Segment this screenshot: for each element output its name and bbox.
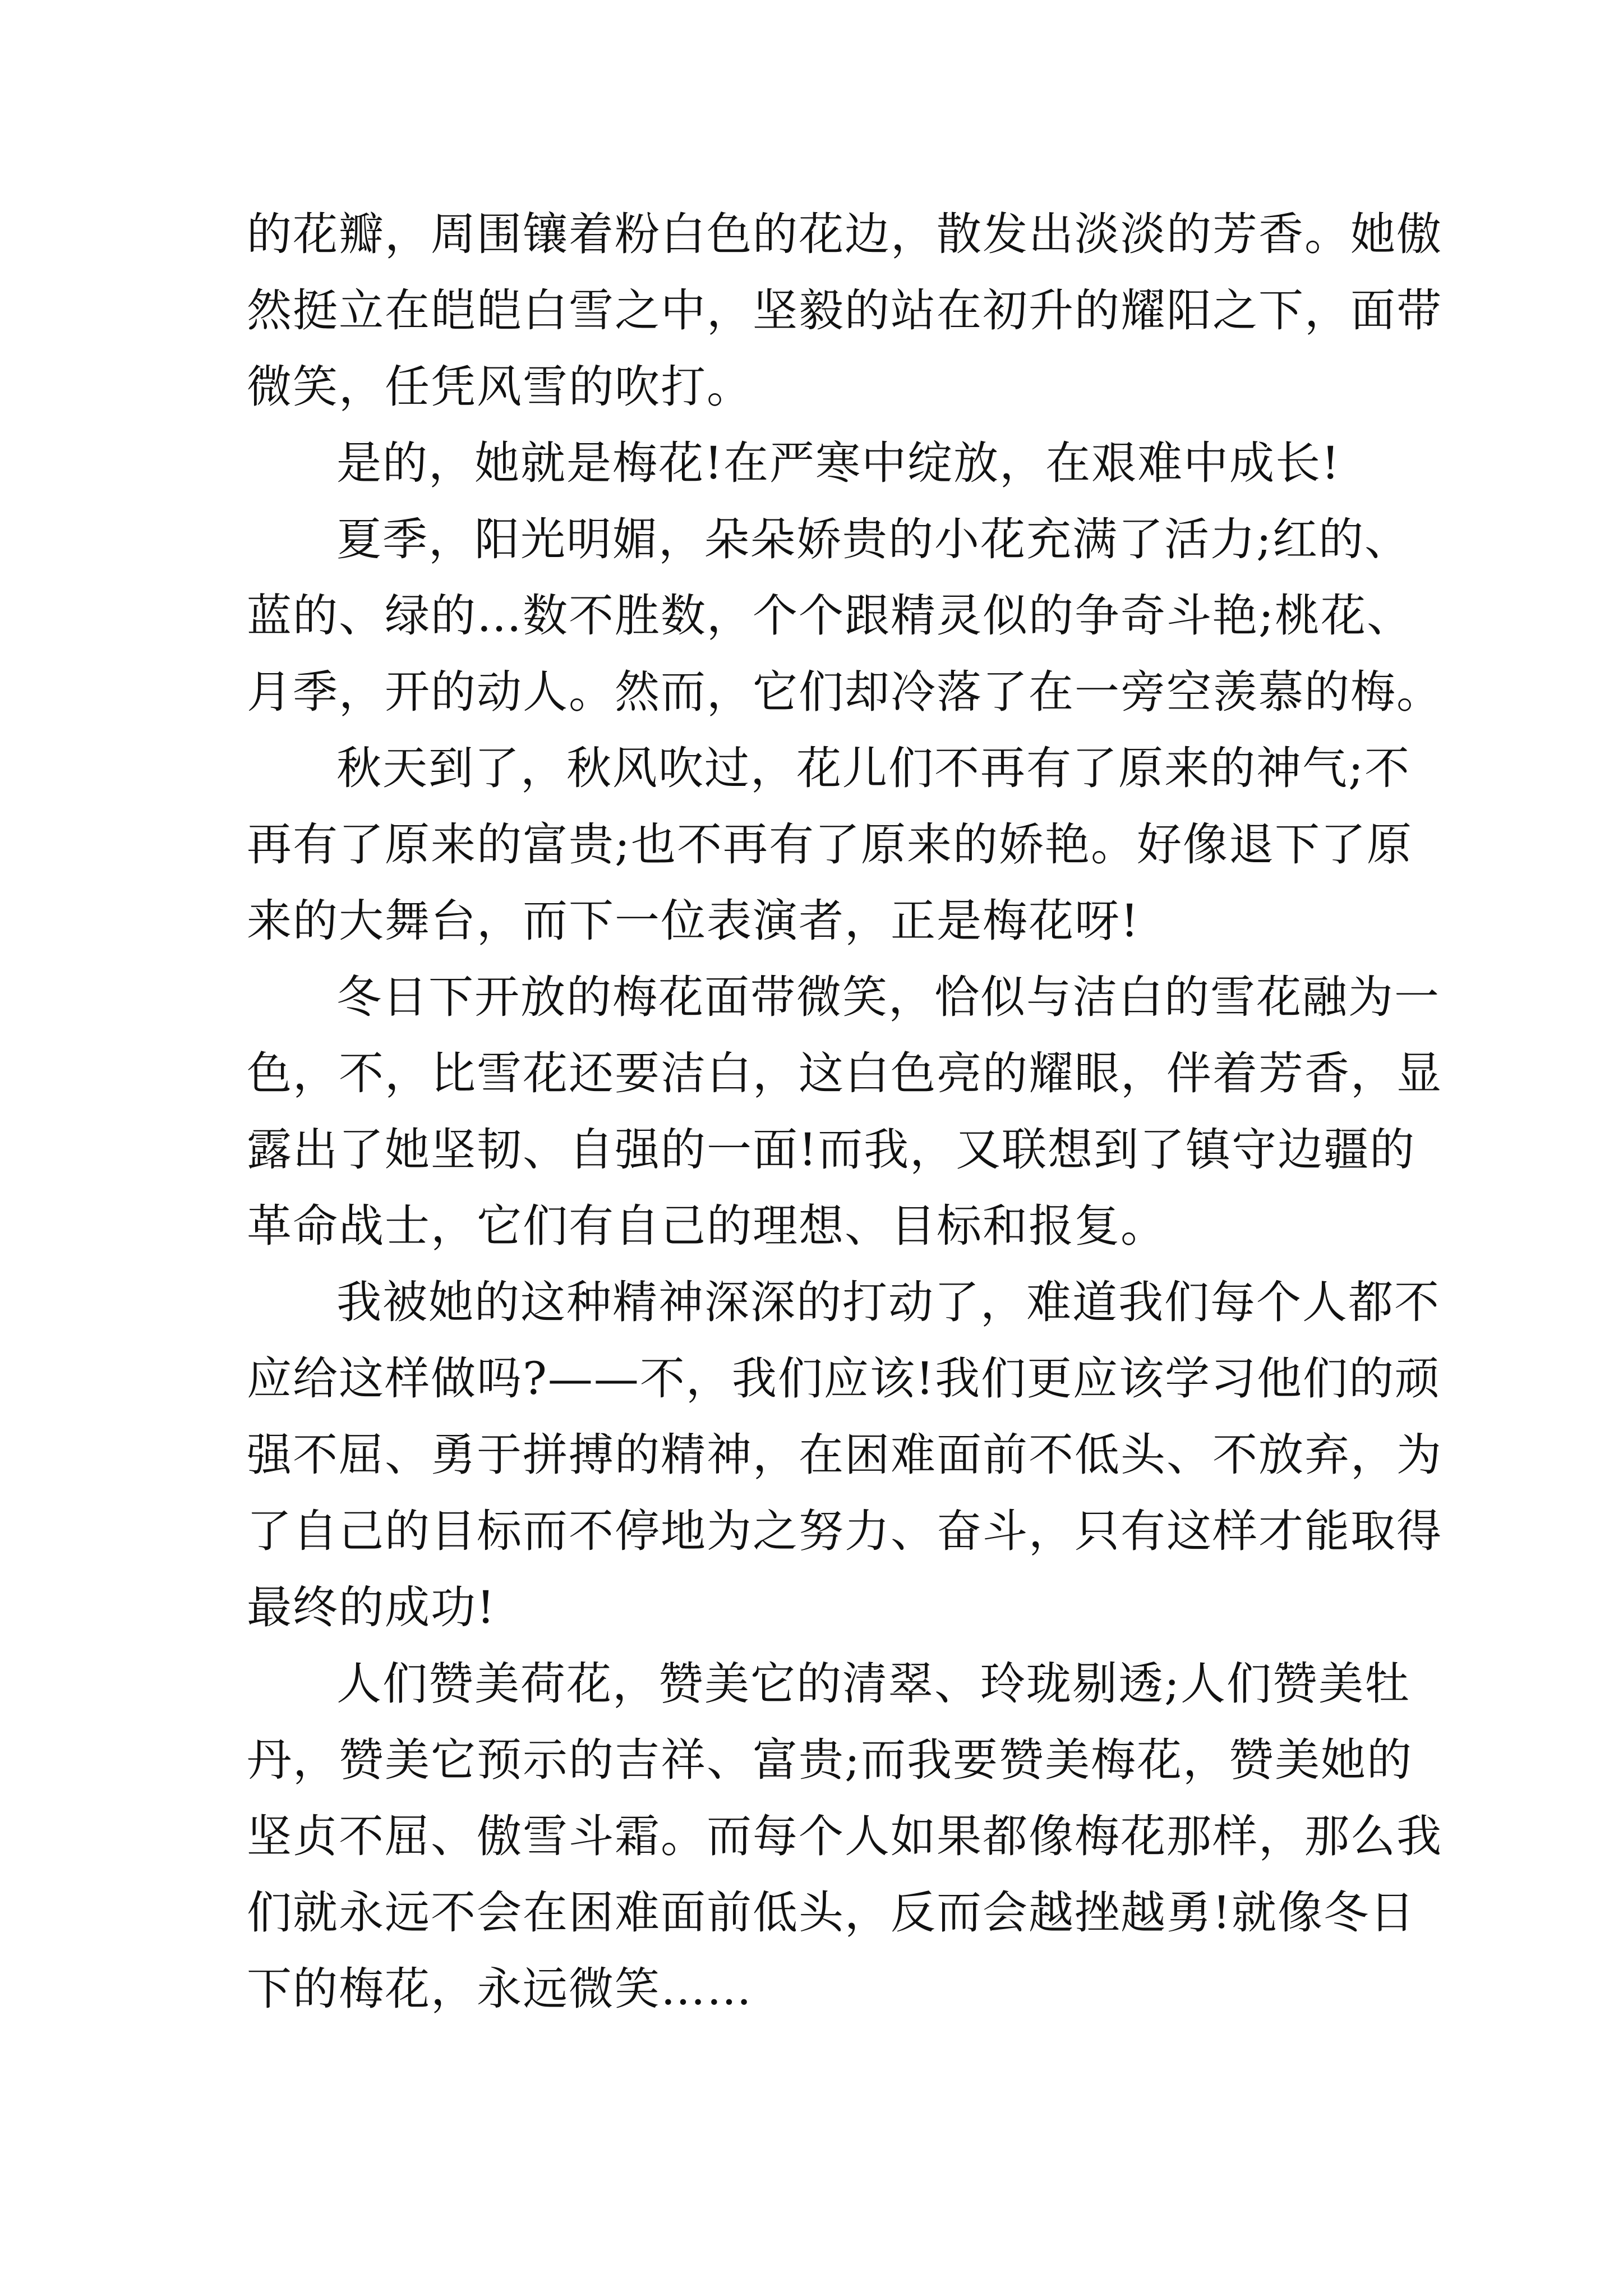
text-line: 月季，开的动人。然而，它们却冷落了在一旁空羡慕的梅。 xyxy=(247,666,1442,718)
text-line: 人们赞美荷花，赞美它的清翠、玲珑剔透;人们赞美牡 xyxy=(336,1658,1410,1710)
text-line: 丹，赞美它预示的吉祥、富贵;而我要赞美梅花，赞美她的 xyxy=(247,1734,1413,1786)
text-line: 是的，她就是梅花!在严寒中绽放，在艰难中成长! xyxy=(336,437,1341,489)
text-line: 蓝的、绿的…数不胜数，个个跟精灵似的争奇斗艳;桃花、 xyxy=(247,590,1413,642)
text-line: 夏季，阳光明媚，朵朵娇贵的小花充满了活力;红的、 xyxy=(336,513,1410,565)
text-line: 冬日下开放的梅花面带微笑，恰似与洁白的雪花融为一 xyxy=(336,971,1440,1023)
text-line: 微笑，任凭风雪的吹打。 xyxy=(247,361,753,413)
text-line: 再有了原来的富贵;也不再有了原来的娇艳。好像退下了原 xyxy=(247,818,1413,871)
text-line: 了自己的目标而不停地为之努力、奋斗，只有这样才能取得 xyxy=(247,1505,1442,1557)
text-line: 然挺立在皑皑白雪之中，坚毅的站在初升的耀阳之下，面带 xyxy=(247,284,1442,337)
text-line: 应给这样做吗?——不，我们应该!我们更应该学习他们的顽 xyxy=(247,1352,1441,1405)
text-line: 最终的成功! xyxy=(247,1581,496,1634)
body-text xyxy=(247,196,1442,2027)
text-line: 强不屈、勇于拼搏的精神，在困难面前不低头、不放弃，为 xyxy=(247,1429,1442,1481)
text-line: 我被她的这种精神深深的打动了，难道我们每个人都不 xyxy=(336,1276,1440,1328)
text-line: 秋天到了，秋风吹过，花儿们不再有了原来的神气;不 xyxy=(336,742,1410,794)
text-line: 革命战士，它们有自己的理想、目标和报复。 xyxy=(247,1200,1166,1252)
text-line: 来的大舞台，而下一位表演者，正是梅花呀! xyxy=(247,895,1140,947)
text-line: 下的梅花，永远微笑…… xyxy=(247,1963,753,2015)
text-line: 露出了她坚韧、自强的一面!而我，又联想到了镇守边疆的 xyxy=(247,1124,1416,1176)
text-line: 们就永远不会在困难面前低头，反而会越挫越勇!就像冬日 xyxy=(247,1887,1416,1939)
text-line: 色，不，比雪花还要洁白，这白色亮的耀眼，伴着芳香，显 xyxy=(247,1047,1442,1099)
text-line: 的花瓣，周围镶着粉白色的花边，散发出淡淡的芳香。她傲 xyxy=(247,208,1442,260)
text-line: 坚贞不屈、傲雪斗霜。而每个人如果都像梅花那样，那么我 xyxy=(247,1810,1442,1862)
